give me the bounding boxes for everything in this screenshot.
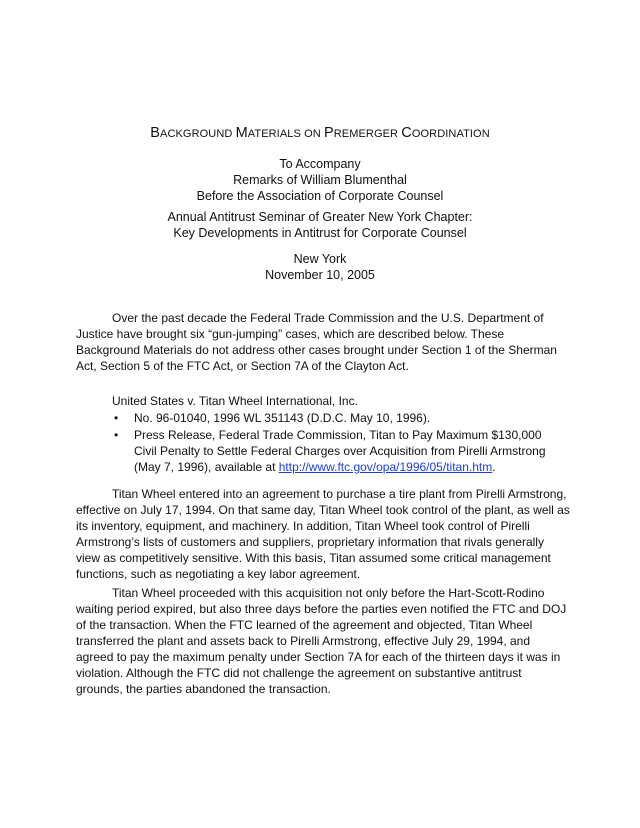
list-item: • Press Release, Federal Trade Commission, Titan to Pay Maximum $130,000 Civil Penalty to Settle Federal Charges over Acquisition from Pirelli Armstrong (May 7, 1996), available at http://www.ftc.gov/opa/1996/05/titan.htm. <box>114 428 546 474</box>
press-release-link[interactable]: http://www.ftc.gov/opa/1996/05/titan.htm <box>278 460 493 474</box>
seminar-line-2: Key Developments in Antitrust for Corporate Counsel <box>173 226 467 240</box>
body-paragraph-2: Titan Wheel proceeded with this acquisition not only before the Hart-Scott-Rodino waiting period expired, but also three days before the parties even notified the FTC and DOJ of the transaction. When the FTC learned of the agreement and objected, Titan Wheel transferred the plant and assets back to Pirelli Armstrong, effective July 29, 1994, and agreed to pay the maximum penalty under Section 7A for each of the thirteen days it was in violation. Although the FTC did not challenge the agreement on substantive antitrust grounds, the parties abandoned the transaction. <box>76 586 567 696</box>
bullet-icon: • <box>114 411 119 425</box>
list-item: • No. 96-01040, 1996 WL 351143 (D.D.C. May 10, 1996). <box>114 411 431 425</box>
accompany-block <box>0 156 640 204</box>
case-title: United States v. Titan Wheel International, Inc. <box>112 394 358 408</box>
body-paragraph-1: Titan Wheel entered into an agreement to purchase a tire plant from Pirelli Armstrong, effective on July 17, 1994. On that same day, Titan Wheel took control of the plant, as well as its inventory, equipment, and machinery. In addition, Titan Wheel took control of Pirelli Armstrong’s lists of customers and suppliers, proprietary information that rivals generally view as competitively sensitive. With this basis, Titan assumed some critical management functions, such as negotiating a key labor agreement. <box>76 487 570 581</box>
intro-paragraph: Over the past decade the Federal Trade Commission and the U.S. Department of Justice have brought six “gun-jumping” cases, which are described below. These Background Materials do not address other cases brought under Section 1 of the Sherman Act, Section 5 of the FTC Act, or Section 7A of the Clayton Act. <box>76 311 557 373</box>
accompany-line-1: To Accompany <box>279 157 361 171</box>
location-block <box>0 251 640 283</box>
citation-list <box>112 410 562 476</box>
bullet-icon: • <box>114 428 119 442</box>
seminar-line-1: Annual Antitrust Seminar of Greater New York Chapter: <box>167 210 473 224</box>
seminar-block <box>0 209 640 241</box>
document-title: BACKGROUND MATERIALS ON PREMERGER COORDINATION <box>150 125 490 141</box>
location-date: November 10, 2005 <box>265 268 375 282</box>
accompany-line-2: Remarks of William Blumenthal <box>233 173 407 187</box>
accompany-line-3: Before the Association of Corporate Counsel <box>196 189 444 203</box>
location-city: New York <box>293 252 347 266</box>
